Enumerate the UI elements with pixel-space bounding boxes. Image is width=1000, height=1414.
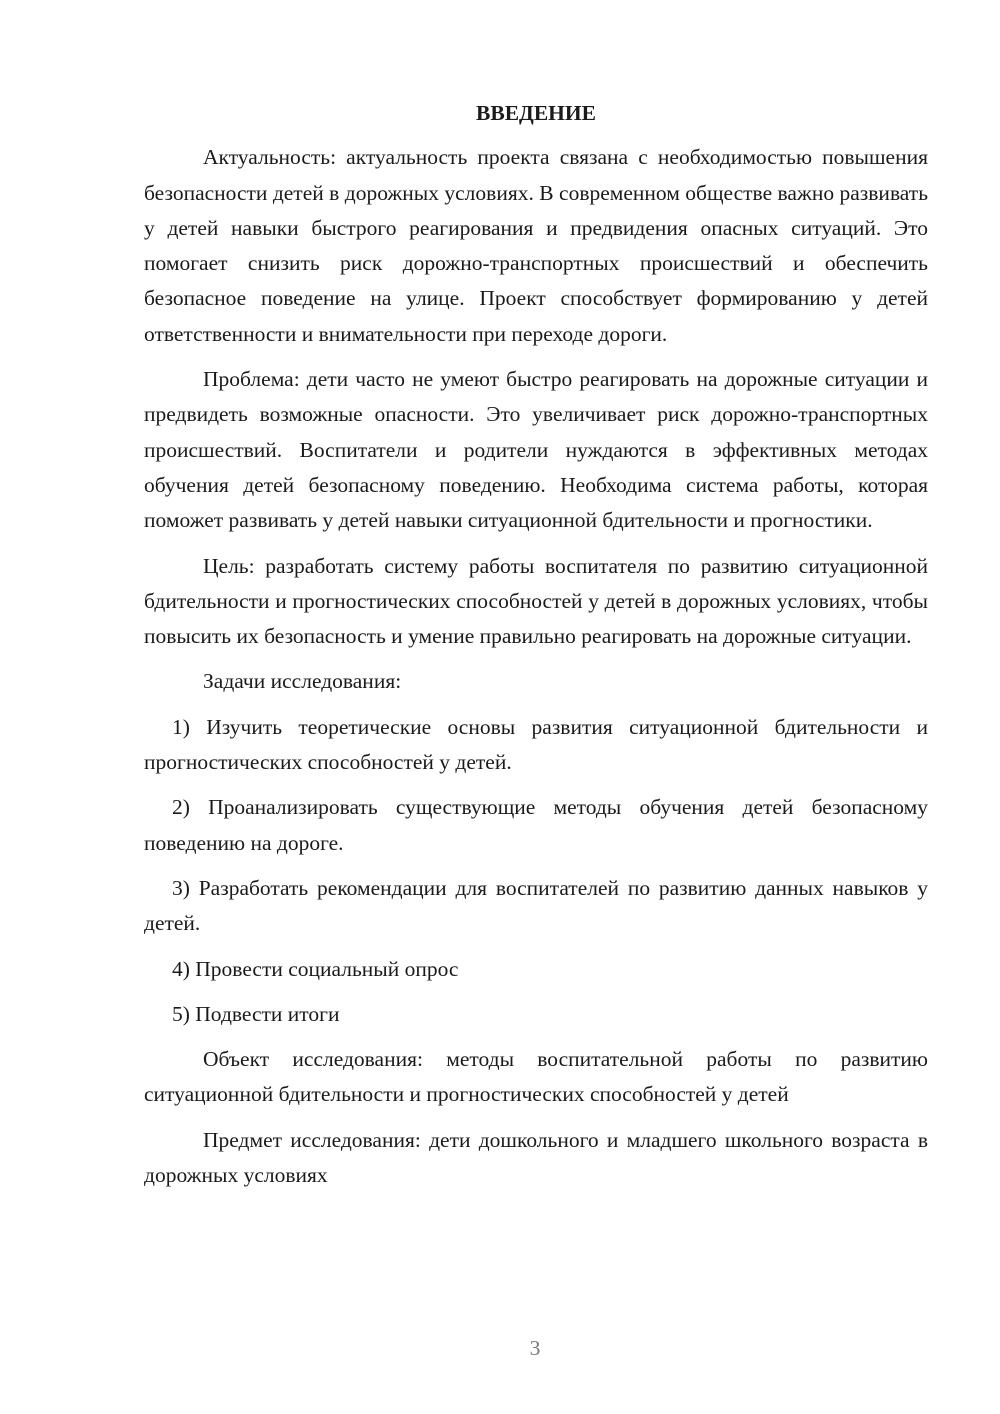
subject-paragraph: Предмет исследования: дети дошкольного и младшего школьного возраста в дорожных условиях — [144, 1127, 928, 1188]
section-title: ВВЕДЕНИЕ — [476, 101, 596, 125]
object-paragraph: Объект исследования: методы воспитательной работы по развитию ситуационной бдительности и прогностических способностей у детей — [144, 1047, 928, 1107]
task-item: 3) Разработать рекомендации для воспитателей по развитию данных навыков у детей. — [144, 875, 928, 936]
goal-paragraph: Цель: разработать систему работы воспитателя по развитию ситуационной бдительности и прогностических способностей у детей в дорожных условиях, чтобы повысить их безопасность и умение правильно реагировать на дорожные ситуации. — [144, 553, 928, 649]
task-item: 5) Подвести итоги — [172, 1001, 340, 1026]
task-item: 4) Провести социальный опрос — [172, 956, 459, 981]
page-content — [144, 96, 928, 1203]
relevance-paragraph: Актуальность: актуальность проекта связана с необходимостью повышения безопасности детей в дорожных условиях. В современном обществе важно развивать у детей навыки быстрого реагирования и предвидения опасных ситуаций. Это помогает снизить риск дорожно-транспортных происшествий и обеспечить безопасное поведение на улице. Проект способствует формированию у детей ответственности и внимательности при переходе дороги. — [144, 145, 928, 346]
task-item: 1) Изучить теоретические основы развития ситуационной бдительности и прогностических способностей у детей. — [144, 714, 928, 775]
tasks-heading: Задачи исследования: — [203, 669, 402, 694]
problem-paragraph: Проблема: дети часто не умеют быстро реагировать на дорожные ситуации и предвидеть возможные опасности. Это увеличивает риск дорожно-транспортных происшествий. Воспитатели и родители нуждаются в эффективных методах обучения детей безопасному поведению. Необходима система работы, которая поможет развивать у детей навыки ситуационной бдительности и прогностики. — [144, 367, 928, 533]
page-number: 3 — [529, 1336, 541, 1360]
task-item: 2) Проанализировать существующие методы обучения детей безопасному поведению на дороге. — [144, 795, 928, 855]
